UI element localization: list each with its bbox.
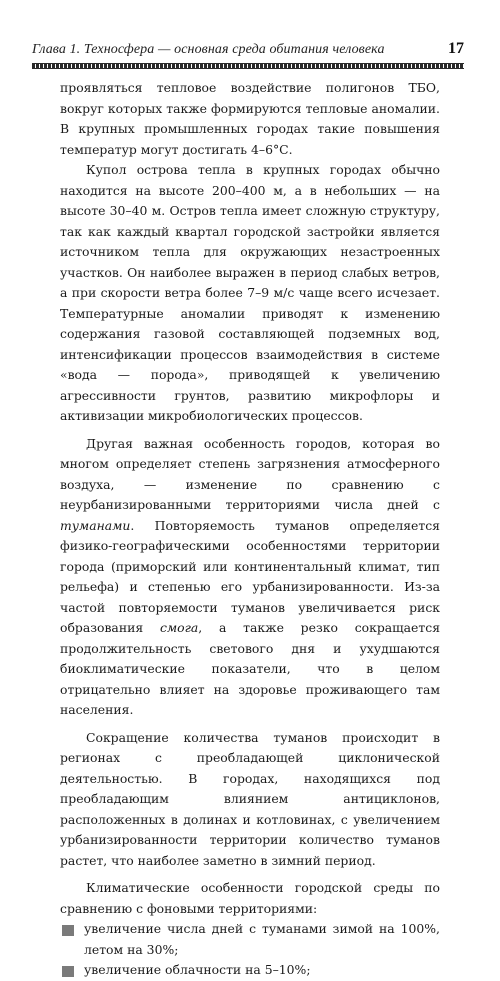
paragraph-text: проявляться тепловое воздействие полигонов ТБО, вокруг которых также формируются тепловые аномалии. В крупных промышленных городах такие повышения температур могут достигать 4–6°С. <box>60 80 440 157</box>
paragraph-text: Сокращение количества туманов происходит в регионах с преобладающей циклонической деятельностью. В городах, находящихся под преобладающим влиянием антициклонов, расположенных в долинах и котловинах, с увеличением урбанизированности территории количество туманов растет, что наиболее заметно в зимний период. <box>60 729 440 868</box>
square-bullet-icon <box>62 925 74 936</box>
list-item <box>60 919 440 960</box>
paragraph-text: Другая важная особенность городов, которая во многом определяет степень загрязнения атмосферного воздуха, — изменение по сравнению с неурбанизированными территориями числа дней с <box>60 435 440 512</box>
running-title: Глава 1. Техносфера — основная среда обитания человека <box>32 42 385 57</box>
paragraph-heat-island <box>60 160 440 427</box>
page-header <box>32 40 464 60</box>
paragraph-text: Климатические особенности городской среды по сравнению с фоновыми территориями: <box>60 880 440 916</box>
term-fogs: туманами <box>60 517 131 533</box>
list-item <box>60 960 440 981</box>
list-item-text: увеличение числа дней с туманами зимой на 100%, летом на 30%; <box>84 921 440 957</box>
paragraph-text: . Повторяемость туманов определяется физико-географическими особенностями территории города (приморский или континентальный климат, тип рельефа) и степенью его урбанизированности. Из-за частой повторяемости туманов увеличивается риск образования <box>60 517 440 635</box>
paragraph-climate-intro <box>60 878 440 919</box>
paragraph-cyclones <box>60 728 440 872</box>
page-number: 17 <box>448 40 464 57</box>
term-smog: смога <box>159 620 199 635</box>
list-item-text: увеличение облачности на 5–10%; <box>84 962 311 977</box>
header-rule <box>32 63 464 69</box>
climate-features-list <box>60 919 440 981</box>
paragraph-text: , а также резко сокращается продолжительность светового дня и ухудшаются биоклиматические показатели, что в целом отрицательно влияет на здоровье проживающего там населения. <box>60 620 441 717</box>
paragraph-fogs <box>60 434 440 721</box>
body-text <box>60 78 440 981</box>
paragraph-text: Купол острова тепла в крупных городах обычно находится на высоте 200–400 м, а в небольших — на высоте 30–40 м. Остров тепла имеет сложную структуру, так как каждый квартал городской застройки является источником тепла для окружающих незастроенных участков. Он наиболее выражен в период слабых ветров, а при скорости ветра более 7–9 м/с чаще всего исчезает. Температурные аномалии приводят к изменению содержания газовой составляющей подземных вод, интенсификации процессов взаимодействия в системе «вода — порода», приводящей к увеличению агрессивности грунтов, развитию микрофлоры и активизации микробиологических процессов. <box>60 162 440 423</box>
paragraph-continuation <box>60 78 440 160</box>
square-bullet-icon <box>62 966 74 977</box>
